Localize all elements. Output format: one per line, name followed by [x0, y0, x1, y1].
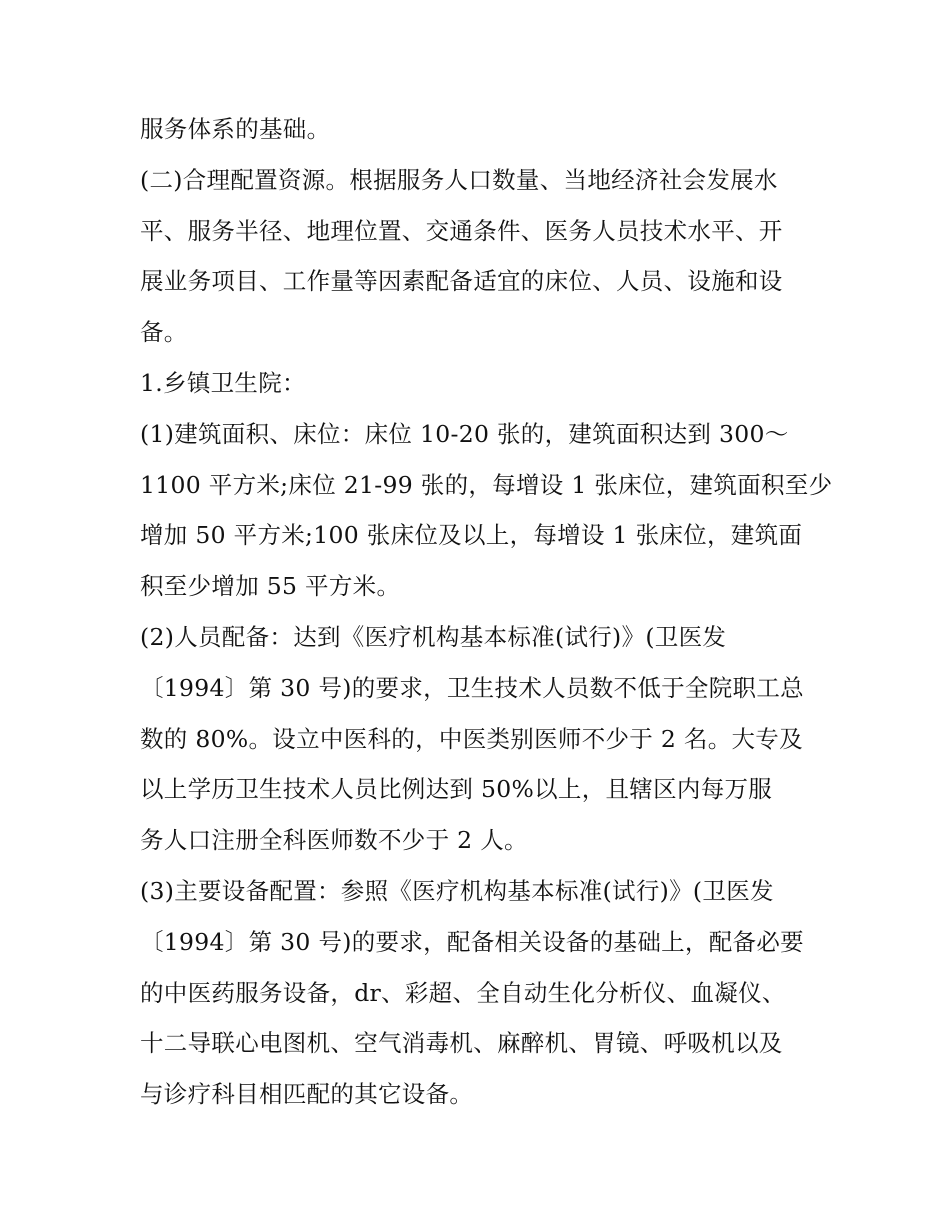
text-line: 与诊疗科目相匹配的其它设备。	[140, 1080, 474, 1109]
text-line: 增加 50 平方米;100 张床位及以上，每增设 1 张床位，建筑面	[140, 521, 803, 550]
text-line: 务人口注册全科医师数不少于 2 人。	[140, 826, 528, 855]
text-line: 以上学历卫生技术人员比例达到 50%以上，且辖区内每万服	[140, 775, 773, 804]
text-line: 服务体系的基础。	[140, 115, 331, 143]
text-line: (3)主要设备配置：参照《医疗机构基本标准(试行)》(卫医发	[140, 876, 774, 905]
text-line: (1)建筑面积、床位：床位 10-20 张的，建筑面积达到 300～	[140, 419, 789, 448]
text-line: 数的 80%。设立中医科的，中医类别医师不少于 2 名。大专及	[140, 724, 803, 753]
text-line: 〔1994〕第 30 号)的要求，卫生技术人员数不低于全院职工总	[140, 673, 804, 702]
text-line: 平、服务半径、地理位置、交通条件、医务人员技术水平、开	[140, 216, 783, 245]
text-line: 1.乡镇卫生院：	[140, 368, 306, 397]
text-line: 积至少增加 55 平方米。	[140, 572, 401, 601]
text-line: 备。	[140, 318, 188, 347]
text-line: 展业务项目、工作量等因素配备适宜的床位、人员、设施和设	[140, 267, 783, 296]
text-line: 的中医药服务设备，dr、彩超、全自动生化分析仪、血凝仪、	[140, 978, 786, 1007]
text-line: 十二导联心电图机、空气消毒机、麻醉机、胃镜、呼吸机以及	[140, 1029, 783, 1058]
text-line: (2)人员配备：达到《医疗机构基本标准(试行)》(卫医发	[140, 622, 727, 651]
text-line: (二)合理配置资源。根据服务人口数量、当地经济社会发展水	[140, 165, 778, 194]
document-body	[140, 104, 833, 1120]
text-line: 1100 平方米;床位 21-99 张的，每增设 1 张床位，建筑面积至少	[140, 470, 833, 499]
text-line: 〔1994〕第 30 号)的要求，配备相关设备的基础上，配备必要	[140, 927, 804, 956]
